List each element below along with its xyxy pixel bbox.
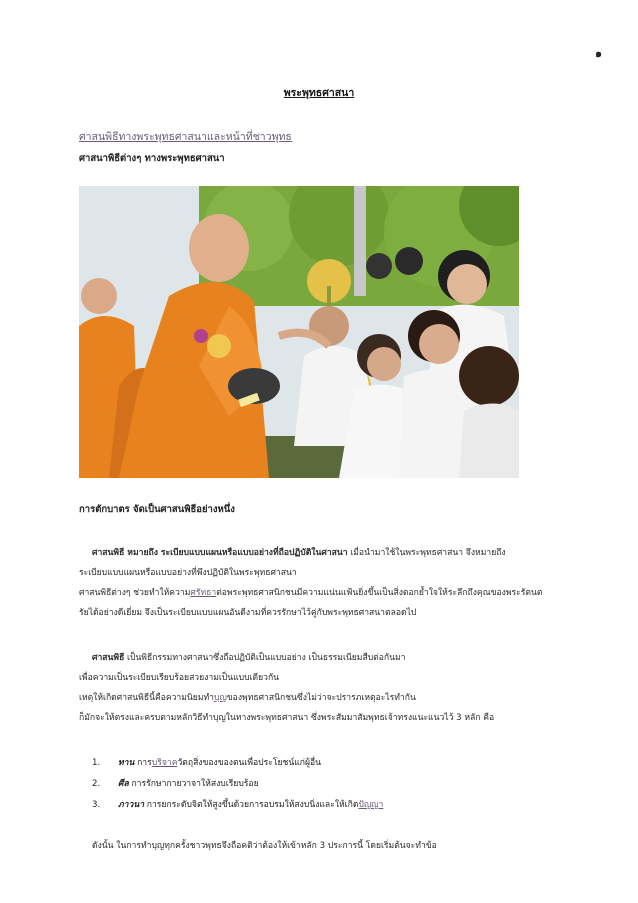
para1-line2: ระเบียบแบบแผนหรือแบบอย่างที่พึงปฏิบัติในพระพุทธศาสนา: [79, 568, 297, 578]
alms-giving-photo: [79, 186, 519, 478]
para1-line4: รัยได้อย่างดีเยี่ยม จึงเป็นระเบียบแบบแผนอันดีงามที่ควรรักษาไว้คู่กับพระพุทธศาสนาตลอดไป: [79, 608, 417, 618]
para2-term: ศาสนพิธี: [92, 653, 125, 663]
para2-line1: ศาสนพิธี เป็นพิธีกรรมทางศาสนาซึ่งถือปฏิบัติเป็นแบบอย่าง เป็นธรรมเนียมสืบต่อกันมา: [92, 653, 406, 663]
para2-line4: ก็มักจะให้ตรงและครบตามหลักวิธีทำบุญในทางพระพุทธศาสนา ซึ่งพระสัมมาสัมพุทธเจ้าทรงแนะแนวไว้ 3 หลัก คือ: [79, 713, 495, 723]
list-item: 2. ศีล การรักษากายวาจาให้สงบเรียบร้อย: [92, 779, 259, 789]
section-subtitle: ศาสนาพิธีต่างๆ ทางพระพุทธศาสนา: [79, 153, 225, 164]
merit-link[interactable]: บุญ: [214, 693, 227, 703]
photo-caption: การตักบาตร จัดเป็นศาสนพิธีอย่างหนึ่ง: [79, 504, 235, 515]
para1-line3: ศาสนพิธีต่างๆ ช่วยทำให้ความศรัทธาต่อพระพุทธศาสนิกชนมีความแน่นแฟ้นยิ่งขึ้นเป็นสิ่งตอกย้ำใจให้ระลึกถึงคุณของพระรัตนต: [79, 588, 543, 598]
faith-link[interactable]: ศรัทธา: [190, 588, 217, 598]
para1-line1: ศาสนพิธี หมายถึง ระเบียบแบบแผนหรือแบบอย่างที่ถือปฏิบัติในศาสนา เมื่อนำมาใช้ในพระพุทธศาสนา จึงหมายถึง: [92, 548, 506, 558]
para2-line2: เพื่อความเป็นระเบียบเรียบร้อยสวยงามเป็นแบบเดียวกัน: [79, 673, 280, 683]
section-title-link[interactable]: ศาสนพิธีทางพระพุทธศาสนาและหน้าที่ชาวพุทธ: [79, 131, 292, 143]
list-item: 3. ภาวนา การยกระดับจิตให้สูงขึ้นด้วยการอบรมให้สงบนิ่งและให้เกิดปัญญา: [92, 800, 384, 810]
donation-link[interactable]: บริจาค: [151, 758, 178, 768]
para2-line3: เหตุให้เกิดศาสนพิธีนี้คือความนิยมทำบุญของพุทธศาสนิกชนซึ่งไม่ว่าจะปรารภเหตุอะไรทำกัน: [79, 693, 416, 703]
closing-line: ดังนั้น ในการทำบุญทุกครั้งชาวพุทธจึงถือคติว่าต้องให้เข้าหลัก 3 ประการนี้ โดยเริ่มต้นจะทำข้อ: [92, 841, 437, 851]
wisdom-link[interactable]: ปัญญา: [358, 800, 384, 810]
list-item: 1. ทาน การบริจาควัตถุสิ่งของของตนเพื่อประโยชน์แก่ผู้อื่น: [92, 758, 322, 768]
page-number: ๑: [595, 47, 602, 60]
document-title[interactable]: พระพุทธศาสนา: [283, 87, 355, 99]
para1-term: ศาสนพิธี หมายถึง ระเบียบแบบแผนหรือแบบอย่างที่ถือปฏิบัติในศาสนา: [92, 548, 348, 558]
